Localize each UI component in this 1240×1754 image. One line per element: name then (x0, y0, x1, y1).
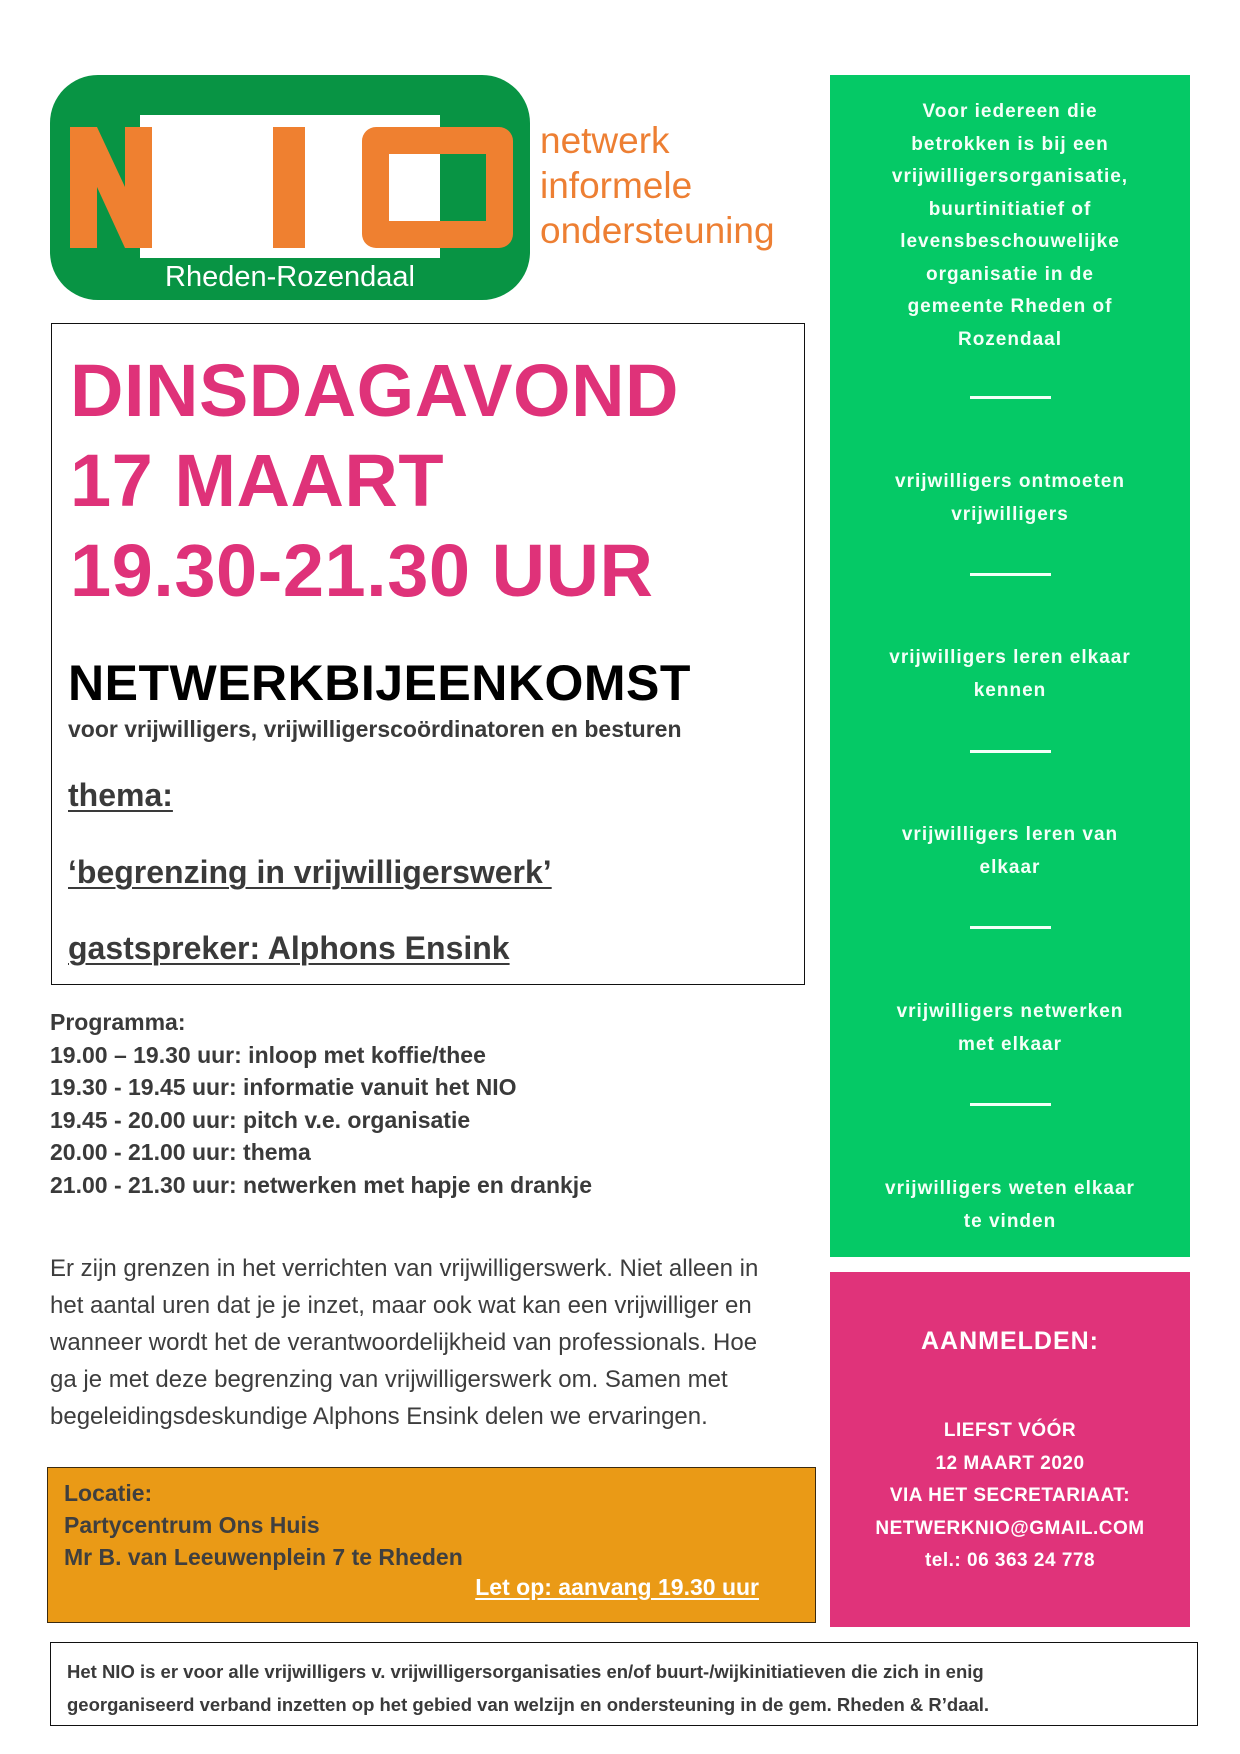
description-paragraph (50, 1250, 810, 1435)
description-line: Er zijn grenzen in het verrichten van vrijwilligerswerk. Niet alleen in (50, 1255, 759, 1282)
start-time-note: Let op: aanvang 19.30 uur (475, 1574, 759, 1600)
description-line: wanneer wordt het de verantwoordelijkheid van professionals. Hoe (50, 1329, 758, 1356)
event-day: DINSDAGAVOND (70, 349, 679, 432)
footer-box (50, 1642, 1198, 1726)
location-box (47, 1467, 816, 1623)
event-title: NETWERKBIJEENKOMST (68, 655, 691, 711)
logo-letter-i-icon (273, 127, 305, 248)
goal-line: vrijwilligers (951, 503, 1069, 525)
intro-line: vrijwilligersorganisatie, (891, 166, 1129, 187)
goal-line: met elkaar (957, 1033, 1062, 1055)
theme-label: thema: (68, 777, 173, 813)
goal-item (830, 1173, 1190, 1238)
goal-line: vrijwilligers weten elkaar (885, 1178, 1135, 1199)
tagline-line: ondersteuning (540, 210, 775, 251)
event-date: 17 MAART (70, 439, 445, 522)
divider (970, 396, 1051, 399)
guest-speaker: gastspreker: Alphons Ensink (68, 930, 510, 966)
registration-deadline-label: LIEFST VÓÓR (943, 1420, 1077, 1441)
goal-item (830, 466, 1190, 531)
logo-letter-o-icon (362, 127, 513, 248)
registration-via: VIA HET SECRETARIAAT: (889, 1485, 1131, 1506)
description-line: ga je met deze begrenzing van vrijwilligerswerk om. Samen met (50, 1366, 728, 1393)
intro-line: Rozendaal (957, 328, 1063, 350)
nio-logo (50, 75, 530, 300)
program-item: 20.00 - 21.00 uur: thema (50, 1139, 311, 1165)
logo-tagline (540, 118, 775, 253)
intro-line: betrokken is bij een (911, 133, 1109, 155)
event-audience: voor vrijwilligers, vrijwilligerscoördinatoren en besturen (68, 716, 682, 742)
location-venue: Partycentrum Ons Huis (64, 1512, 320, 1538)
goal-line: vrijwilligers leren elkaar (889, 647, 1131, 668)
description-line: begeleidingsdeskundige Alphons Ensink delen we ervaringen. (50, 1403, 708, 1430)
intro-line: levensbeschouwelijke (900, 231, 1120, 252)
registration-phone: tel.: 06 363 24 778 (924, 1550, 1096, 1571)
divider (970, 750, 1051, 753)
program-item: 19.00 – 19.30 uur: inloop met koffie/thee (50, 1041, 486, 1068)
intro-line: organisatie in de (926, 263, 1094, 285)
description-line: het aantal uren dat je je inzet, maar ook wat kan een vrijwilliger en (50, 1292, 752, 1319)
goal-line: vrijwilligers leren van (901, 824, 1119, 845)
goal-item (830, 996, 1190, 1061)
event-info-box (51, 323, 805, 985)
logo-place-name: Rheden-Rozendaal (165, 261, 415, 293)
goal-item (830, 819, 1190, 884)
registration-email[interactable]: NETWERKNIO@GMAIL.COM (875, 1517, 1145, 1539)
registration-deadline-date: 12 MAART 2020 (935, 1452, 1085, 1474)
program-heading: Programma: (50, 1009, 186, 1035)
intro-line: buurtinitiatief of (928, 198, 1092, 220)
divider (970, 926, 1051, 929)
theme-title: ‘begrenzing in vrijwilligerswerk’ (68, 854, 552, 890)
program-list (50, 1006, 592, 1201)
location-label: Locatie: (64, 1480, 153, 1506)
goal-item (830, 642, 1190, 707)
footer-line: Het NIO is er voor alle vrijwilligers v. vrijwilligersorganisaties en/of buurt-/wijkinitiatieven die zich in enig (67, 1661, 984, 1682)
goal-line: te vinden (963, 1210, 1057, 1232)
goal-line: vrijwilligers ontmoeten (895, 471, 1125, 492)
tagline-line: informele (540, 165, 693, 206)
goal-line: vrijwilligers netwerken (896, 1001, 1124, 1022)
goal-line: kennen (973, 679, 1047, 701)
logo-letter-n-icon (70, 127, 152, 248)
panel-intro (830, 96, 1190, 356)
goals-panel (830, 75, 1190, 1257)
footer-text (67, 1655, 989, 1721)
divider (970, 1103, 1051, 1106)
program-item: 19.45 - 20.00 uur: pitch v.e. organisatie (50, 1106, 471, 1133)
program-item: 19.30 - 19.45 uur: informatie vanuit het NIO (50, 1074, 517, 1100)
location-address: Mr B. van Leeuwenplein 7 te Rheden (64, 1544, 463, 1570)
event-time: 19.30-21.30 UUR (70, 529, 654, 612)
divider (970, 573, 1051, 576)
intro-line: Voor iedereen die (922, 101, 1098, 122)
registration-details (830, 1415, 1190, 1578)
footer-line: georganiseerd verband inzetten op het gebied van welzijn en ondersteuning in de gem. Rheden & R’daal. (67, 1694, 990, 1715)
intro-line: gemeente Rheden of (907, 296, 1113, 317)
program-item: 21.00 - 21.30 uur: netwerken met hapje en drankje (50, 1171, 592, 1198)
registration-heading: AANMELDEN: (920, 1327, 1100, 1355)
goal-line: elkaar (979, 856, 1041, 878)
registration-panel (830, 1272, 1190, 1627)
tagline-line: netwerk (540, 120, 670, 161)
